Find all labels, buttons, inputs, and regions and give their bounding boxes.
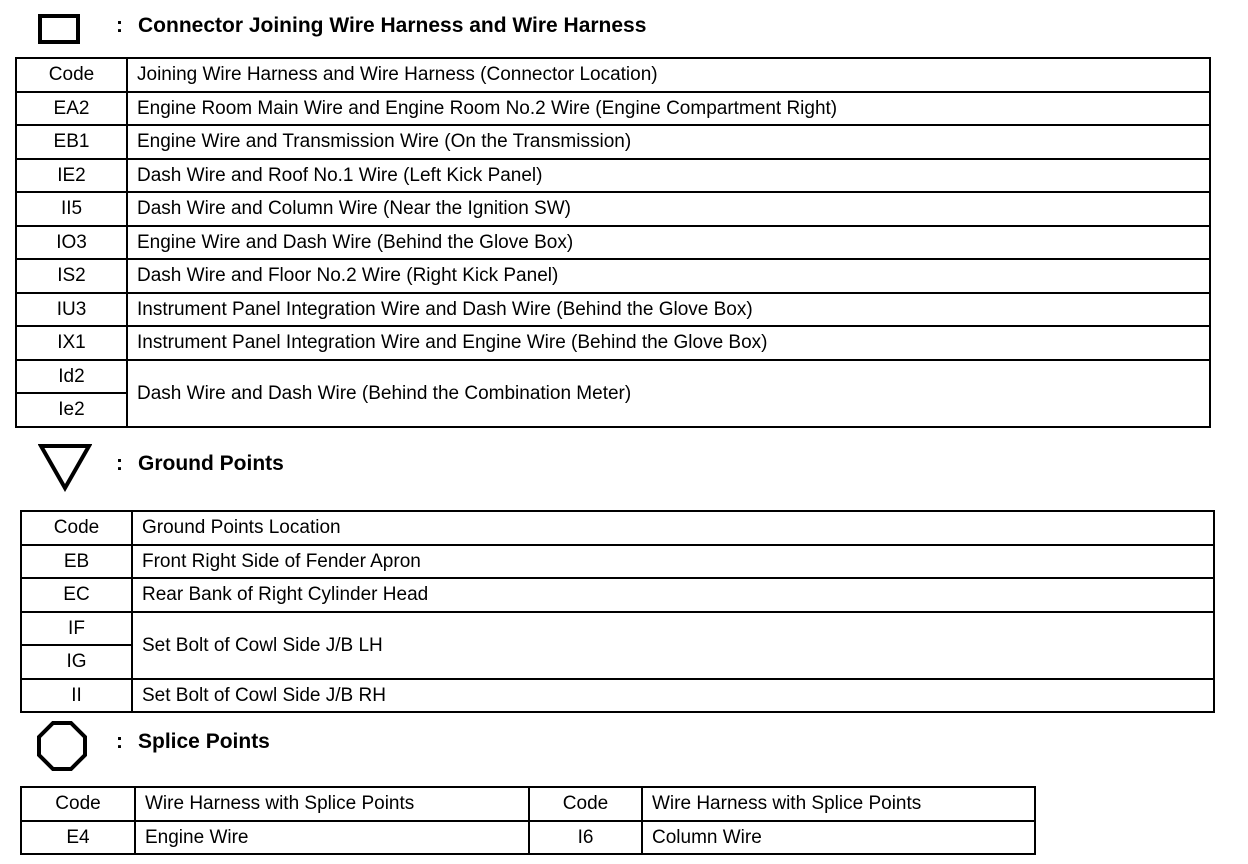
row-code: EB <box>21 545 132 579</box>
row-desc: Dash Wire and Roof No.1 Wire (Left Kick Panel) <box>127 159 1210 193</box>
row-desc: Engine Room Main Wire and Engine Room No.2 Wire (Engine Compartment Right) <box>127 92 1210 126</box>
section-colon: : <box>116 14 123 37</box>
row-desc: Engine Wire <box>135 821 529 855</box>
header-desc: Ground Points Location <box>132 511 1214 545</box>
section-title: Ground Points <box>138 452 284 475</box>
row-code: IS2 <box>16 259 127 293</box>
row-code: EA2 <box>16 92 127 126</box>
row-code: E4 <box>21 821 135 855</box>
section-colon: : <box>116 452 123 475</box>
table-row <box>21 821 1035 855</box>
header-desc: Joining Wire Harness and Wire Harness (Connector Location) <box>127 58 1210 92</box>
table-row <box>16 159 1210 193</box>
table-row <box>16 226 1210 260</box>
table-row <box>21 578 1214 612</box>
row-code: II <box>21 679 132 713</box>
connector-table <box>15 57 1211 428</box>
header-code: Code <box>21 511 132 545</box>
header-desc: Wire Harness with Splice Points <box>135 787 529 821</box>
connector-section-header <box>38 12 738 56</box>
table-row <box>16 360 1210 394</box>
row-code: IO3 <box>16 226 127 260</box>
row-desc: Set Bolt of Cowl Side J/B RH <box>132 679 1214 713</box>
table-row <box>16 125 1210 159</box>
row-desc-merged: Dash Wire and Dash Wire (Behind the Combination Meter) <box>127 360 1210 427</box>
row-desc: Front Right Side of Fender Apron <box>132 545 1214 579</box>
row-code: IU3 <box>16 293 127 327</box>
table-row <box>21 545 1214 579</box>
row-desc-merged: Set Bolt of Cowl Side J/B LH <box>132 612 1214 679</box>
row-code: IE2 <box>16 159 127 193</box>
row-code: Id2 <box>16 360 127 394</box>
ground-table <box>20 510 1215 713</box>
row-desc: Column Wire <box>642 821 1035 855</box>
table-row <box>16 192 1210 226</box>
row-code: IF <box>21 612 132 646</box>
table-row <box>16 259 1210 293</box>
row-desc: Dash Wire and Column Wire (Near the Ignition SW) <box>127 192 1210 226</box>
splice-section-header <box>36 720 436 764</box>
table-row <box>21 679 1214 713</box>
section-title: Splice Points <box>138 730 270 753</box>
row-code: IG <box>21 645 132 679</box>
row-desc: Engine Wire and Dash Wire (Behind the Glove Box) <box>127 226 1210 260</box>
ground-section-header <box>38 442 438 486</box>
splice-table <box>20 786 1036 855</box>
header-code: Code <box>16 58 127 92</box>
row-desc: Instrument Panel Integration Wire and Engine Wire (Behind the Glove Box) <box>127 326 1210 360</box>
row-code: II5 <box>16 192 127 226</box>
section-title: Connector Joining Wire Harness and Wire Harness <box>138 14 647 37</box>
row-code: I6 <box>529 821 642 855</box>
row-code: EB1 <box>16 125 127 159</box>
row-desc: Rear Bank of Right Cylinder Head <box>132 578 1214 612</box>
row-code: IX1 <box>16 326 127 360</box>
square-icon <box>38 12 80 44</box>
table-row <box>16 293 1210 327</box>
octagon-icon <box>36 720 88 772</box>
table-row <box>16 326 1210 360</box>
row-code: EC <box>21 578 132 612</box>
header-desc: Wire Harness with Splice Points <box>642 787 1035 821</box>
row-code: Ie2 <box>16 393 127 427</box>
triangle-down-icon <box>38 442 92 492</box>
table-header-row <box>21 787 1035 821</box>
header-code: Code <box>529 787 642 821</box>
header-code: Code <box>21 787 135 821</box>
row-desc: Instrument Panel Integration Wire and Dash Wire (Behind the Glove Box) <box>127 293 1210 327</box>
section-colon: : <box>116 730 123 753</box>
table-header-row <box>16 58 1210 92</box>
row-desc: Engine Wire and Transmission Wire (On the Transmission) <box>127 125 1210 159</box>
table-row <box>21 612 1214 646</box>
table-header-row <box>21 511 1214 545</box>
row-desc: Dash Wire and Floor No.2 Wire (Right Kick Panel) <box>127 259 1210 293</box>
table-row <box>16 92 1210 126</box>
